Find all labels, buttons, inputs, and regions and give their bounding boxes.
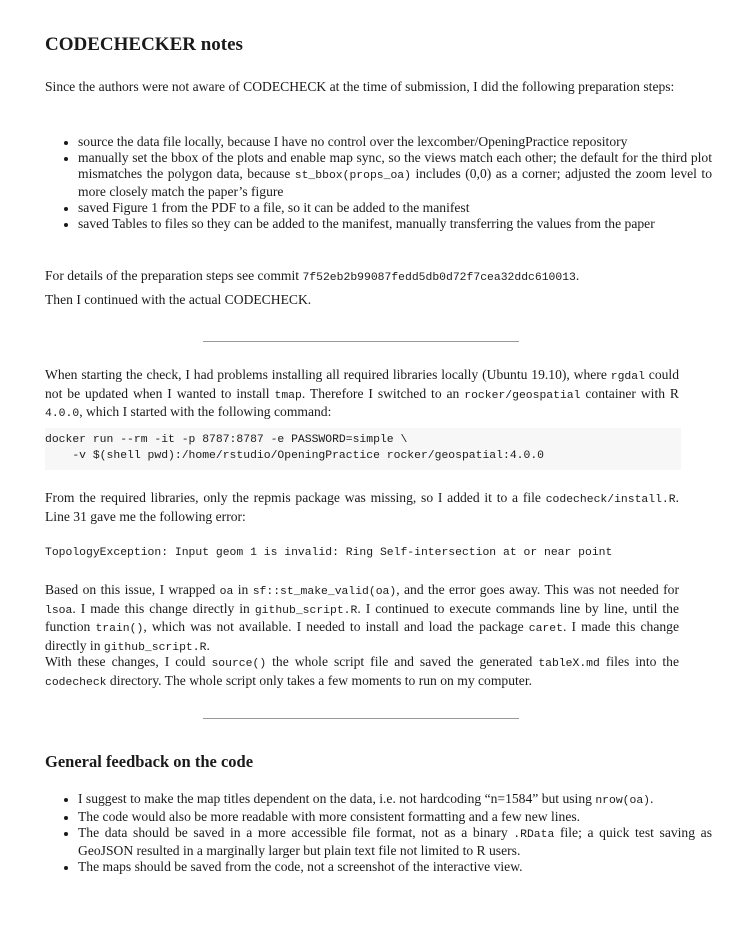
- list-item: • The data should be saved in a more accessible file format, not as a binary .RData file; a quick test saving as GeoJSON resulted in a marginally larger but plain text file not limited to R users.: [78, 825, 712, 859]
- prep-steps-list: [45, 134, 712, 232]
- continue-paragraph: Then I continued with the actual CODECHECK.: [45, 292, 312, 307]
- inline-code: st_bbox(props_oa): [294, 170, 411, 182]
- list-item: • saved Figure 1 from the PDF to a file, so it can be added to the manifest: [78, 200, 712, 216]
- section-divider: [203, 341, 519, 342]
- commit-hash: 7f52eb2b99087fedd5db0d72f7cea32ddc610013: [302, 272, 576, 284]
- source-paragraph: With these changes, I could source() the whole script file and saved the generated tableX.md files into the codecheck directory. The whole script only takes a few moments to run on my computer.: [45, 654, 679, 689]
- section-divider: [203, 718, 519, 719]
- list-item: • saved Tables to files so they can be added to the manifest, manually transferring the values from the paper: [78, 216, 712, 232]
- list-item: • The maps should be saved from the code, not a screenshot of the interactive view.: [78, 859, 712, 875]
- fix-paragraph: Based on this issue, I wrapped oa in sf::st_make_valid(oa), and the error goes away. This was not needed for lsoa. I made this change directly in github_script.R. I continued to execute commands line by line, until the function train(), which was not available. I needed to install and load the package caret. I made this change directly in github_script.R.: [45, 582, 680, 654]
- check-paragraph: When starting the check, I had problems installing all required libraries locally (Ubuntu 19.10), where rgdal could not be updated when I wanted to install tmap. Therefore I switched to an rocker/geospatial container with R 4.0.0, which I started with the following command:: [45, 367, 680, 420]
- docker-command-code-block: docker run --rm -it -p 8787:8787 -e PASSWORD=simple \ -v $(shell pwd):/home/rstudio/OpeningPractice rocker/geospatial:4.0.0: [45, 428, 681, 470]
- error-code-block: TopologyException: Input geom 1 is invalid: Ring Self-intersection at or near point: [45, 547, 613, 559]
- feedback-list: [45, 791, 712, 875]
- page-title: CODECHECKER notes: [45, 34, 243, 55]
- commit-paragraph: For details of the preparation steps see commit 7f52eb2b99087fedd5db0d72f7cea32ddc610013.: [45, 268, 580, 284]
- list-item: • The code would also be more readable with more consistent formatting and a few new lines.: [78, 809, 712, 825]
- list-item: • manually set the bbox of the plots and enable map sync, so the views match each other; the default for the third plot mismatches the polygon data, because st_bbox(props_oa) includes (0,0) as a corner; adjusted the zoom level to more closely match the paper’s figure: [78, 150, 712, 200]
- list-item: • source the data file locally, because I have no control over the lexcomber/OpeningPractice repository: [78, 134, 712, 150]
- list-item: • I suggest to make the map titles dependent on the data, i.e. not hardcoding “n=1584” but using nrow(oa).: [78, 791, 712, 809]
- feedback-heading: General feedback on the code: [45, 752, 254, 771]
- intro-paragraph: Since the authors were not aware of CODECHECK at the time of submission, I did the following preparation steps:: [45, 79, 675, 94]
- missing-package-paragraph: From the required libraries, only the repmis package was missing, so I added it to a file codecheck/install.R. Line 31 gave me the following error:: [45, 490, 679, 524]
